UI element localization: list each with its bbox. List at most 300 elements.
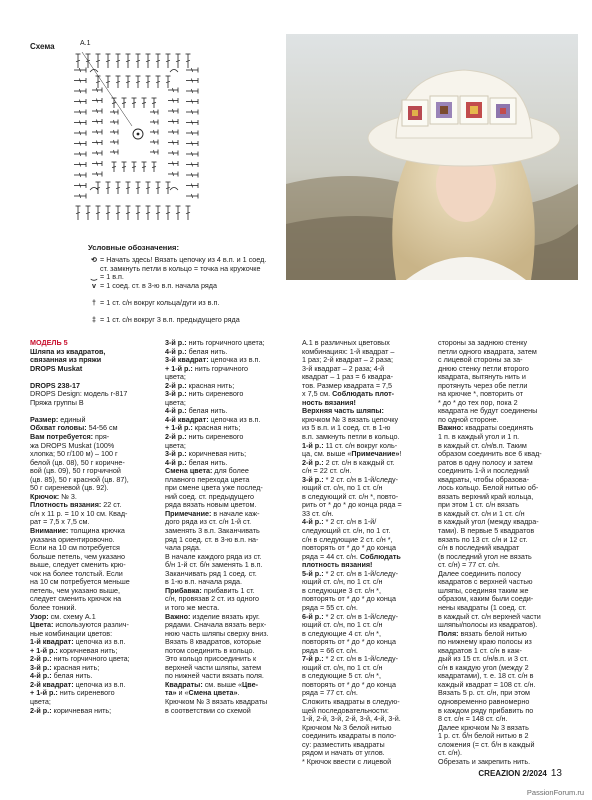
text-span: с/н, провязав 2 ст. из одного: [165, 594, 260, 604]
chart-stitch: [152, 103, 156, 104]
chart-stitch: [173, 109, 174, 113]
text-span: чала ряда.: [165, 543, 201, 553]
text-span: 33 ст. с/н.: [302, 508, 334, 518]
text-span: повторять от * до * до конца: [302, 637, 396, 647]
text-span: Далее соединить полосу: [438, 568, 521, 578]
text-span: вязать по 13 ст. с/н и 12 ст.: [438, 534, 528, 544]
text-span: Цве-: [242, 679, 258, 689]
text-line: [165, 707, 269, 716]
text-span: Заканчивать ряд 1 соед. ст.: [165, 568, 257, 578]
chart-stitch: [170, 188, 178, 191]
text-span: ряд 1 соед. ст. в 3-ю в.п. на-: [165, 534, 259, 544]
text-span: вой (цв. 09), 50 г горчичной: [30, 466, 121, 476]
text-span: с/н = 22 ст. с/н.: [302, 466, 352, 476]
text-span: 3-й квадрат – 2 раза; 4-й: [302, 363, 385, 373]
text-span: выше, следует сменить крю-: [30, 560, 126, 570]
text-span: в следующие 4 ст. с/н *,: [302, 628, 381, 638]
text-span: 1 п. в каждый угол и 1 п.: [438, 432, 520, 442]
text-span: Внимание:: [30, 526, 69, 536]
chart-stitch: [142, 103, 146, 104]
magazine-footer: [478, 768, 562, 779]
text-span: в каждый ст. с/н и 1 ст. с/н: [438, 508, 525, 518]
text-span: 4-й квадрат:: [165, 414, 209, 424]
text-span: в.п. замкнуть петли в кольцо.: [302, 432, 400, 442]
text-span: ющий ст. с/н, по 1 ст. с/н: [302, 662, 383, 672]
text-span: цвета;: [165, 372, 186, 382]
text-span: 2-й р.:: [165, 432, 187, 442]
text-span: цепочка из в.п.: [208, 414, 261, 424]
legend-text: = Начать здесь! Вязать цепочку из 4 в.п. и 1 соед.: [100, 255, 267, 264]
text-span: * до * до тех пор, пока 2: [438, 397, 518, 407]
text-span: нены квадраты (1 соед. ст.: [438, 602, 527, 612]
text-span: (цв. 85), 50 г красной (цв. 87),: [30, 474, 129, 484]
text-span: Смена цвета»: [188, 688, 238, 698]
text-span: квадраты, чтобы образова-: [438, 474, 529, 484]
text-span: ст. с/н) = 77 ст. с/н.: [438, 560, 500, 570]
chart-stitch: [142, 167, 146, 168]
text-span: красная нить;: [192, 423, 241, 433]
legend-row: [88, 282, 217, 290]
text-span: в каждом ряду прибавить по: [438, 705, 534, 715]
chart-stitch: [114, 130, 115, 134]
text-span: 3-й р.:: [165, 389, 187, 399]
chart-stitch: [173, 141, 174, 145]
text-span: 1 р. ст. б/н белой нитью в 2: [438, 731, 529, 741]
text-span: Цвета:: [30, 620, 54, 630]
text-span: по нижнему краю полосы из: [438, 637, 532, 647]
text-span: каждый квадрат = 108 ст. с/н.: [438, 679, 536, 689]
text-span: Примечание»: [351, 449, 400, 459]
chart-stitch: [173, 130, 174, 134]
text-span: 2-й р.:: [30, 705, 52, 715]
text-span: 3-й р.:: [165, 338, 187, 347]
text-span: 1-й р.:: [302, 440, 324, 450]
text-span: на 10 см потребуется меньше: [30, 577, 130, 587]
text-span: чок на более толстый. Если: [30, 568, 123, 578]
text-span: * 2 ст. с/н в 1-й/: [323, 517, 377, 527]
text-line: [30, 707, 130, 716]
text-span: ные комбинации цветов:: [30, 628, 113, 638]
chart-stitch: [154, 150, 155, 154]
text-span: 2 ст. с/н в каждый ст.: [323, 457, 395, 467]
text-span: шляпы/полосы из квадратов).: [438, 620, 538, 630]
chart-stitch: [97, 151, 98, 155]
legend-row: [88, 316, 240, 324]
text-span: 3-й квадрат:: [165, 355, 209, 365]
text-span: и того же места.: [165, 602, 220, 612]
text-span: Прибавка:: [165, 585, 202, 595]
chart-stitch: [97, 99, 98, 103]
text-span: 4-й р.:: [30, 671, 52, 681]
text-span: белая нить.: [186, 406, 228, 416]
text-span: днюю стенку петли второго: [438, 363, 529, 373]
text-span: 4-й р.:: [165, 346, 187, 356]
chart-stitch: [82, 52, 132, 126]
text-span: 5-й р.:: [302, 568, 324, 578]
legend-text: = 1 ст. с/н вокруг кольца/дуги из в.п.: [100, 298, 220, 307]
text-span: стороны за заднюю стенку: [438, 338, 528, 347]
text-span: коричневая нить;: [57, 645, 118, 655]
text-span: Важно:: [165, 611, 191, 621]
text-span: квадрата не будут соединены: [438, 406, 538, 416]
text-span: по одной стороне.: [438, 414, 499, 424]
text-span: из 5 в.п. и 1 соед. ст. в 1-ю: [302, 423, 391, 433]
chart-stitch: [114, 110, 115, 114]
text-span: с/н в последний квадрат: [438, 543, 520, 553]
chart-stitch: [112, 103, 116, 104]
text-span: Вам потребуется:: [30, 432, 94, 442]
text-span: !: [399, 449, 402, 459]
text-span: в соответствии со схемой: [165, 705, 251, 715]
chart-stitch: [122, 103, 126, 104]
legend-symbol: ‡: [92, 315, 96, 325]
text-span: изделие вязать круг.: [190, 611, 260, 621]
text-line: [30, 365, 130, 374]
chart-stitch: [173, 172, 174, 176]
chart-stitch: [97, 141, 98, 145]
text-span: квадратов с верхней частью: [438, 577, 533, 587]
text-column-3: [302, 339, 402, 766]
section-title: Схема: [30, 42, 55, 51]
chart-stitch: [154, 130, 155, 134]
text-span: нить сиреневого: [57, 688, 115, 698]
text-span: в следующие 3 ст. с/н *,: [302, 585, 381, 595]
text-span: см. схему А.1: [48, 611, 96, 621]
text-span: ний соед. ст. предыдущего: [165, 491, 254, 501]
chart-stitch: [132, 167, 136, 168]
text-span: цепочка из в.п.: [208, 355, 261, 365]
text-span: коричневая нить;: [186, 449, 247, 459]
text-span: Вязать 5 р. ст. с/н, при этом: [438, 688, 530, 698]
text-span: петель, чем указано выше,: [30, 585, 121, 595]
text-span: в каждый ст. с/н верхней части: [438, 611, 541, 621]
chart-stitch: [90, 188, 98, 191]
text-span: 22 ст.: [101, 500, 122, 510]
text-span: ряда = 66 ст. с/н.: [302, 645, 358, 655]
text-span: дый из 15 ст. с/н/в.п. и 3 ст.: [438, 654, 529, 664]
text-span: 2-й р.:: [302, 457, 324, 467]
text-span: в следующие 5 ст. с/н *,: [302, 671, 381, 681]
text-span: Квадраты:: [165, 679, 203, 689]
chart-stitch: [152, 167, 156, 168]
text-span: вязать верхний край кольца,: [438, 491, 534, 501]
crochet-chart: [72, 50, 202, 225]
text-span: * 2 ст. с/н в 1-й/следу-: [323, 611, 399, 621]
text-span: рядами. Сначала вязать верх-: [165, 620, 267, 630]
text-span: нить сиреневого: [186, 432, 244, 442]
legend-symbol: †: [92, 298, 96, 307]
text-span: DROPS Muskat: [30, 363, 83, 373]
text-span: заменять 3 в.п. Заканчивать: [165, 526, 260, 536]
text-span: МОДЕЛЬ 5: [30, 338, 68, 347]
text-span: Обрезать и закрепить нить.: [438, 756, 531, 766]
chart-stitch: [97, 88, 98, 92]
text-span: в начале каж-: [211, 508, 260, 518]
text-span: Узор:: [30, 611, 49, 621]
chart-stitch: [154, 120, 155, 124]
hat-photo: [286, 34, 578, 280]
text-span: красная нить;: [51, 662, 100, 672]
text-span: комбинациях: 1-й квадрат –: [302, 346, 395, 356]
text-span: цепочка из в.п.: [73, 637, 126, 647]
text-span: и «: [176, 688, 189, 698]
legend-symbol: v: [92, 280, 96, 290]
text-span: * 2 ст. с/н в 1-й/следу-: [323, 474, 399, 484]
text-span: ст. с/н).: [438, 748, 463, 758]
legend-row: [88, 299, 219, 307]
text-span: рить от * до * до конца ряда =: [302, 500, 402, 510]
text-span: квадрат – 1 раз = 6 квадра-: [302, 372, 394, 382]
chart-stitch: [173, 99, 174, 103]
text-span: 2-й квадрат:: [30, 679, 74, 689]
text-span: Соблюдать плот-: [332, 389, 394, 399]
text-span: Размер:: [30, 414, 59, 424]
legend-text: ст. замкнуть петли в кольцо = точка на кружочке: [100, 263, 261, 273]
text-span: нить горчичного цвета;: [51, 654, 130, 664]
text-span: Поля:: [438, 628, 459, 638]
text-span: при этом 1 ст. с/н вязать: [438, 500, 519, 510]
text-span: цвета;: [165, 440, 186, 450]
text-span: рядом и начать от углов.: [302, 748, 385, 758]
text-span: ряда = 55 ст. с/н.: [302, 602, 358, 612]
text-span: Сложить квадраты в следую-: [302, 696, 400, 706]
text-span: тами). В первые 5 квадратов: [438, 526, 535, 536]
text-span: с/н х 11 р. = 10 х 10 см. Квад-: [30, 508, 128, 518]
chart-stitch: [97, 120, 98, 124]
text-span: * 2 ст. с/н в 1-й/следу-: [323, 654, 399, 664]
text-span: 1-й квадрат:: [30, 637, 74, 647]
text-span: цвета;: [165, 397, 186, 407]
text-span: петли одного квадрата, затем: [438, 346, 537, 356]
text-span: ряда вязать новым цветом.: [165, 500, 257, 510]
chart-stitch: [173, 88, 174, 92]
text-span: В начале каждого ряда из ст.: [165, 551, 262, 561]
text-span: больше петель, чем указано: [30, 551, 125, 561]
text-span: с/н в следующие 2 ст. с/н *,: [302, 534, 393, 544]
text-span: 2-й р.:: [165, 380, 187, 390]
text-span: плотность вязания!: [302, 560, 373, 570]
text-span: связанная из пряжи: [30, 355, 102, 365]
text-span: Плотность вязания:: [30, 500, 102, 510]
text-span: 3-й р.:: [302, 474, 324, 484]
text-span: Обхват головы:: [30, 423, 87, 433]
legend-symbol: ⟲: [90, 255, 98, 264]
watermark: PassionForum.ru: [526, 788, 584, 797]
text-span: та»: [165, 688, 177, 698]
text-column-2: [165, 339, 269, 715]
text-span: соединить 1-й и последний: [438, 466, 529, 476]
text-span: б/н 1-й ст. б/н заменять 1 в.п.: [165, 560, 263, 570]
text-span: ряда = 77 ст. с/н.: [302, 688, 358, 698]
text-span: + 1-й р.:: [30, 645, 58, 655]
text-column-4: [438, 339, 542, 766]
legend-text: = 1 ст. с/н вокруг 3 в.п. предыдущего ряда: [100, 315, 240, 325]
text-column-1: [30, 339, 130, 715]
text-span: 54-56 см: [86, 423, 118, 433]
text-span: образом соединить все 6 квад-: [438, 449, 542, 459]
text-span: повторять от * до * до конца: [302, 543, 396, 553]
text-span: в следующий ст. с/н *, повто-: [302, 491, 399, 501]
text-span: Смена цвета:: [165, 466, 213, 476]
text-span: 4-й р.:: [165, 457, 187, 467]
text-span: красная нить;: [186, 380, 235, 390]
text-span: прибавить 1 ст.: [201, 585, 255, 595]
chart-stitch: [132, 103, 136, 104]
text-span: Вязать 8 квадратов, которые: [165, 637, 262, 647]
text-span: 11 ст. с/н вокруг коль-: [323, 440, 398, 450]
text-line: [302, 758, 402, 767]
text-span: повторять от * до * до конца: [302, 594, 396, 604]
text-span: с лицевой стороны за за-: [438, 355, 523, 365]
chart-stitch: [97, 109, 98, 113]
text-span: № 3.: [59, 491, 77, 501]
text-span: более тонкий.: [30, 602, 77, 612]
text-span: толщина крючка: [68, 526, 125, 536]
text-span: ющий ст. с/н, по 1 ст. с/н: [302, 483, 383, 493]
chart-stitch: [114, 140, 115, 144]
text-span: + 1-й р.:: [165, 363, 193, 373]
text-span: щей последовательности:: [302, 705, 389, 715]
text-span: белая нить.: [186, 346, 228, 356]
text-span: для более: [212, 466, 249, 476]
text-span: на крючке *, повторить от: [438, 389, 524, 399]
text-span: 3-й р.:: [30, 662, 52, 672]
text-span: с/н в каждую угол (между 2: [438, 662, 529, 672]
text-span: ца, см. выше «: [302, 449, 352, 459]
text-span: Это кольцо присоединить к: [165, 654, 257, 664]
chart-stitch: [173, 151, 174, 155]
text-span: Соблюдать: [359, 551, 401, 561]
text-span: 4-й р.:: [165, 406, 187, 416]
text-span: белая нить.: [186, 457, 228, 467]
text-span: квадратов 1 ст. с/н в каж-: [438, 645, 522, 655]
text-span: 1-й, 2-й, 3-й, 2-й, 3-й, 4-й, 3-й.: [302, 714, 401, 724]
text-span: 2-й р.:: [30, 654, 52, 664]
text-span: хлопка; 50 г/100 м) – 100 г: [30, 449, 118, 459]
legend-text: = 1 в.п.: [100, 272, 124, 282]
text-span: указана ориентировочно.: [30, 534, 115, 544]
text-span: .: [237, 688, 240, 698]
text-span: 1 раз; 2-й квадрат – 2 раза;: [302, 355, 393, 365]
text-span: белая нить.: [51, 671, 93, 681]
text-span: 50 г сиреневой (цв. 92).: [30, 483, 109, 493]
text-span: верхней части шляпы, затем: [165, 662, 262, 672]
text-span: Если на 10 см потребуется: [30, 543, 120, 553]
text-span: ность вязания!: [302, 397, 356, 407]
page-number: 13: [550, 768, 562, 779]
chart-id: A.1: [80, 40, 91, 47]
text-span: 8 ст. с/н = 148 ст. с/н.: [438, 714, 508, 724]
chart-stitch: [114, 150, 115, 154]
text-span: потом соединить в кольцо.: [165, 645, 255, 655]
text-span: сложения (= ст. б/н в каждый: [438, 739, 535, 749]
text-span: Крючком № 3 белой нитью: [302, 722, 392, 732]
text-span: дого ряда из ст. с/н 1-й ст.: [165, 517, 252, 527]
legend-text: = 1 соед. ст. в 3-ю в.п. начала ряда: [100, 280, 218, 290]
chart-stitch: [154, 140, 155, 144]
chart-stitch: [97, 162, 98, 166]
text-span: коричневая нить;: [51, 705, 112, 715]
text-span: по нижней части вязать поля.: [165, 671, 264, 681]
chart-stitch: [170, 70, 178, 73]
chart-stitch: [173, 120, 174, 124]
text-span: шляпы, соединяя таким же: [438, 585, 529, 595]
text-span: ющий ст. с/н, по 1 ст. с/н: [302, 620, 383, 630]
text-span: повторять от * до * до конца: [302, 679, 396, 689]
text-span: Крючок:: [30, 491, 60, 501]
chart-stitch: [114, 120, 115, 124]
text-span: ряда = 44 ст. с/н.: [302, 551, 360, 561]
text-span: + 1-й р.:: [165, 423, 193, 433]
text-span: нить горчичного цвета;: [186, 338, 265, 347]
text-span: одновременно равномерно: [438, 696, 530, 706]
text-span: рат = 7,5 х 7,5 см.: [30, 517, 90, 527]
chart-stitch: [97, 172, 98, 176]
text-span: белой (цв. 08), 50 г коричне-: [30, 457, 125, 467]
text-span: ратов в одну полосу и затем: [438, 457, 533, 467]
text-span: Далее крючком № 3 вязать: [438, 722, 529, 732]
text-span: крючком № 3 вязать цепочку: [302, 414, 399, 424]
text-span: жа DROPS Muskat (100%: [30, 440, 115, 450]
text-span: 6-й р.:: [302, 611, 324, 621]
text-span: протянуть через обе петли: [438, 380, 528, 390]
text-span: нюю часть шляпы сверху вниз.: [165, 628, 269, 638]
text-span: Верхняя часть шляпы:: [302, 406, 384, 416]
text-span: в 1-ю в.п. начала ряда.: [165, 577, 243, 587]
text-span: * Крючок ввести с лицевой: [302, 756, 392, 766]
text-span: нить сиреневого: [186, 389, 244, 399]
text-span: цвета;: [30, 696, 51, 706]
text-span: лось кольцо. Белой нитью об-: [438, 483, 539, 493]
text-span: * 2 ст. с/н в 1-й/следу-: [323, 568, 399, 578]
text-span: Примечание:: [165, 508, 212, 518]
text-span: Пряжа группы В: [30, 397, 84, 407]
text-span: следует сменить крючок на: [30, 594, 122, 604]
text-span: соединить квадраты в поло-: [302, 731, 397, 741]
text-span: квадраты соединять: [463, 423, 534, 433]
text-span: + 1-й р.:: [30, 688, 58, 698]
text-span: вязать белой нитью: [458, 628, 527, 638]
text-span: Крючком № 3 вязать квадраты: [165, 696, 268, 706]
text-span: (в последний угол не вязать: [438, 551, 532, 561]
text-span: в каждый угол (между квадра-: [438, 517, 539, 527]
text-span: х 7,5 см.: [302, 389, 333, 399]
text-span: 4-й р.:: [302, 517, 324, 527]
text-span: A.1 в различных цветовых: [302, 338, 390, 347]
chart-stitch: [97, 130, 98, 134]
legend-title: Условные обозначения:: [88, 243, 180, 252]
text-span: см. выше «: [202, 679, 242, 689]
text-line: [438, 758, 542, 767]
text-span: цепочка из в.п.: [73, 679, 126, 689]
text-span: DROPS Design: модель r-817: [30, 389, 128, 399]
text-span: квадрата, вытянуть нить и: [438, 372, 526, 382]
text-span: нить горчичного: [192, 363, 249, 373]
text-span: Шляпа из квадратов,: [30, 346, 106, 356]
chart-stitch: [173, 162, 174, 166]
chart-stitch: [122, 167, 126, 168]
chart-stitch: [112, 167, 116, 168]
text-span: 7-й р.:: [302, 654, 324, 664]
text-span: следующий ст. с/н, по 1 ст.: [302, 526, 391, 536]
chart-stitch: [154, 110, 155, 114]
text-span: квадратами), т. е. 18 ст. с/н в: [438, 671, 534, 681]
text-span: при смене цвета уже послед-: [165, 483, 263, 493]
magazine-name: CREAZION 2/2024: [478, 769, 547, 778]
legend-symbol: ‿: [91, 272, 97, 282]
text-span: DROPS 238-17: [30, 380, 80, 390]
text-span: единый: [58, 414, 86, 424]
